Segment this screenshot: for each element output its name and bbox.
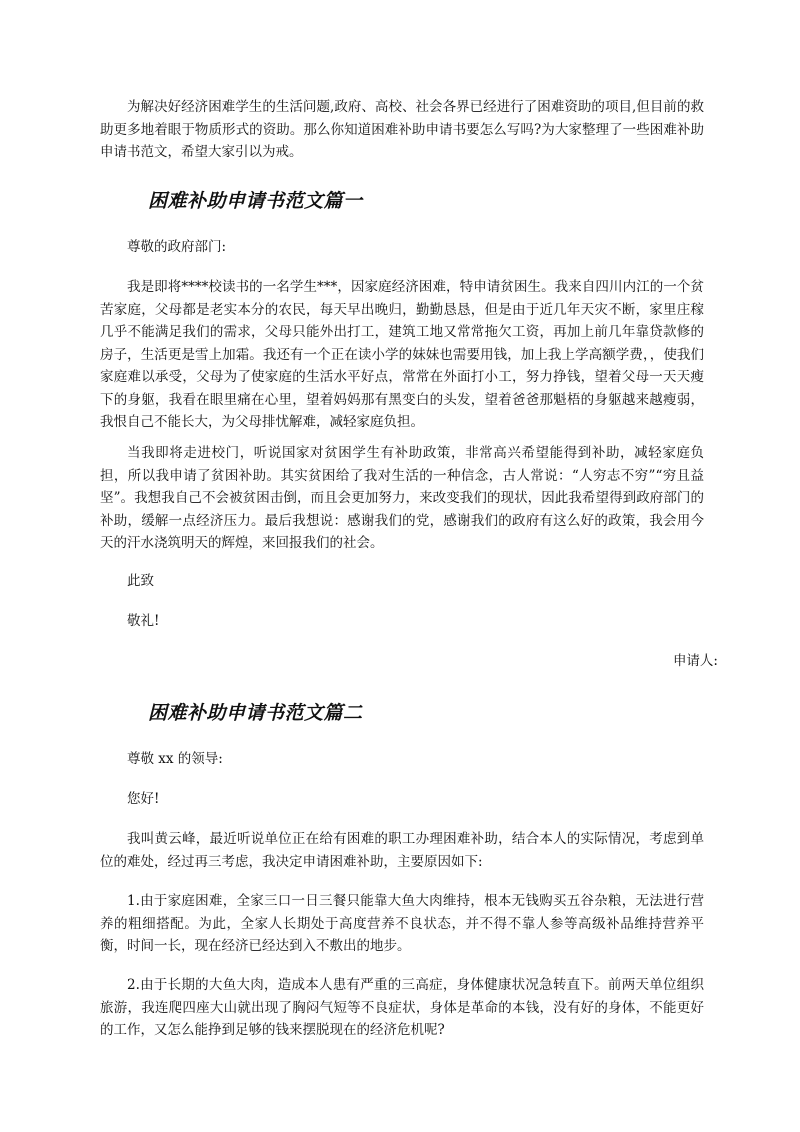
article1-title: 困难补助申请书范文篇一: [148, 190, 363, 212]
article1-salutation: 尊敬的政府部门:: [127, 239, 227, 255]
article1-paragraph-1: 我是即将****校读书的一名学生***，因家庭经济困难，特申请贫困生。我来自四川内江的一个贫苦家庭，父母都是老实本分的农民，每天早出晚归，勤勤恳恳，但是由于近几年天灾不断，家里庄稼几乎不能满足我们的需求，父母只能外出打工，建筑工地又常常拖欠工资，再加上前几年靠贷款修的房子，生活更是雪上加霜。我还有一个正在读小学的妹妹也需要用钱，加上我上学高额学费，，使我们家庭难以承受，父母为了使家庭的生活水平好点，常常在外面打小工，努力挣钱，望着父母一天天瘦下的身躯，我看在眼里痛在心里，望着妈妈那有黑变白的头发，望着爸爸那魁梧的身躯越来越瘦弱，我恨自己不能长大，为父母排忧解难，减轻家庭负担。: [100, 279, 704, 430]
article2-paragraph-3: 2.由于长期的大鱼大肉，造成本人患有严重的三高症，身体健康状况急转直下。前两天单位组织旅游，我连爬四座大山就出现了胸闷气短等不良症状，身体是革命的本钱，没有好的身体，不能更好的工作，又怎么能挣到足够的钱来摆脱现在的经济危机呢?: [100, 977, 704, 1038]
article2-paragraph-2: 1.由于家庭困难，全家三口一日三餐只能靠大鱼大肉维持，根本无钱购买五谷杂粮，无法进行营养的粗细搭配。为此，全家人长期处于高度营养不良状态，并不得不靠人参等高级补品维持营养平衡，时间一长，现在经济已经达到入不敷出的地步。: [100, 893, 704, 954]
article2-greeting: 您好!: [127, 791, 160, 807]
article1-paragraph-2: 当我即将走进校门，听说国家对贫困学生有补助政策，非常高兴希望能得到补助，减轻家庭负担，所以我申请了贫困补助。其实贫困给了我对生活的一种信念，古人常说：“人穷志不穷”“穷且益坚”。我想我自己不会被贫困击倒，而且会更加努力，来改变我们的现状，因此我希望得到政府部门的补助，缓解一点经济压力。最后我想说：感谢我们的党，感谢我们的政府有这么好的政策，我会用今天的汗水浇筑明天的辉煌，来回报我们的社会。: [100, 445, 704, 551]
article1-signature: 申请人:: [672, 653, 718, 669]
article1-closing-2: 敬礼!: [127, 613, 160, 629]
intro-paragraph: 为解决好经济困难学生的生活问题,政府、高校、社会各界已经进行了困难资助的项目,但目前的救助更多地着眼于物质形式的资助。那么你知道困难补助申请书要怎么写吗?为大家整理了一些困难补助申请书范文，希望大家引以为戒。: [100, 99, 704, 160]
article2-paragraph-1: 我叫黄云峰，最近听说单位正在给有困难的职工办理困难补助，结合本人的实际情况，考虑到单位的难处，经过再三考虑，我决定申请困难补助，主要原因如下:: [100, 831, 704, 870]
article2-title: 困难补助申请书范文篇二: [148, 702, 363, 724]
article2-salutation: 尊敬 xx 的领导:: [127, 751, 223, 767]
article1-closing-1: 此致: [127, 573, 154, 589]
